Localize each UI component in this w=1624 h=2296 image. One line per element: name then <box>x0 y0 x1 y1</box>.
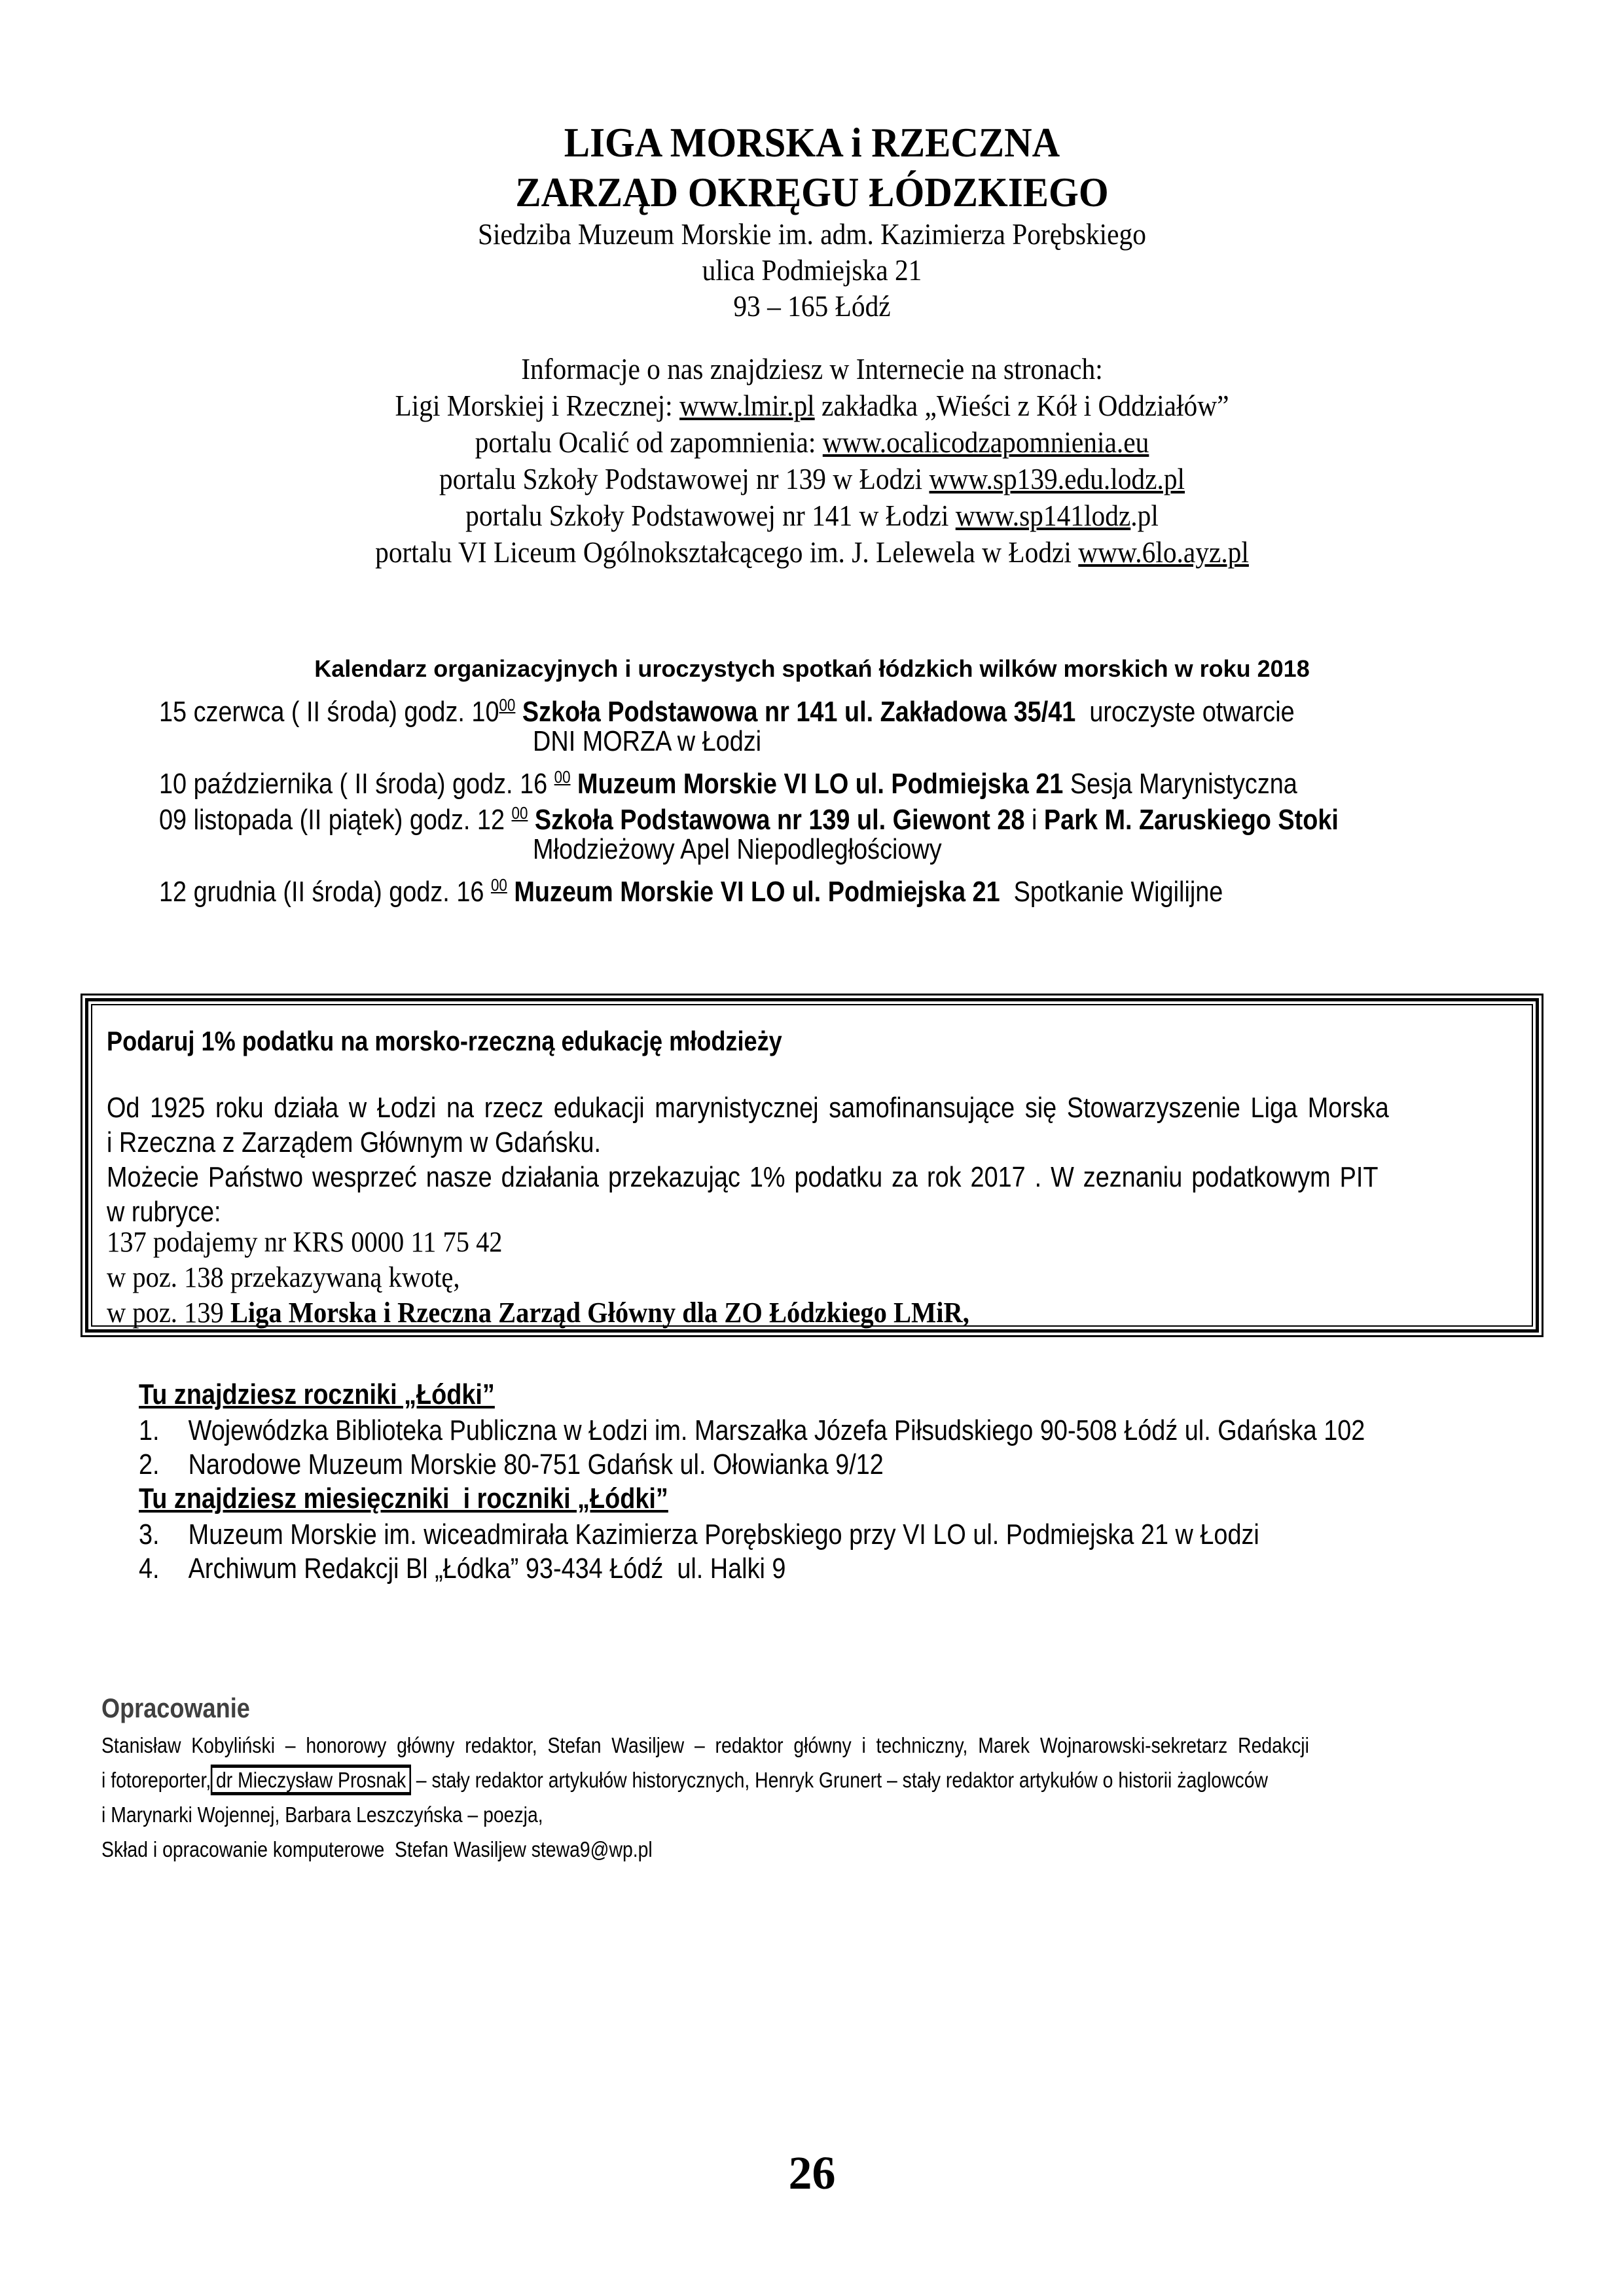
krs-number: 137 podajemy nr KRS 0000 11 75 42 <box>107 1226 503 1258</box>
org-title-line1: LIGA MORSKA i RZECZNA <box>564 119 1060 166</box>
event-place: Muzeum Morskie VI LO ul. Podmiejska 21 <box>507 876 1000 908</box>
internet-links <box>81 351 1543 571</box>
event-desc: Spotkanie Wigilijne <box>1000 876 1223 908</box>
event-minutes: 00 <box>511 803 528 823</box>
list-number: 1. <box>139 1414 160 1446</box>
calendar-event <box>159 687 1566 728</box>
credits-text-after: – stały redaktor artykułów historycznych, Henryk Grunert – stały redaktor artykułów o historii żaglowców <box>410 1768 1269 1792</box>
street-address: ulica Podmiejska 21 <box>702 253 922 287</box>
box-content <box>91 1004 1533 1327</box>
6lo-link[interactable]: www.6lo.ayz.pl <box>1078 535 1249 569</box>
seat-address: Siedziba Muzeum Morskie im. adm. Kazimierza Porębskiego <box>478 217 1146 251</box>
event-minutes: 00 <box>554 767 571 787</box>
target-field <box>107 1295 969 1331</box>
internet-line <box>81 387 1543 424</box>
box-title: Podaruj 1% podatku na morsko-rzeczną edukację młodzieży <box>107 1026 782 1056</box>
event-place-2: Park M. Zaruskiego Stoki <box>1043 804 1339 836</box>
locations-lists <box>139 1378 1365 1586</box>
list-number: 3. <box>139 1518 160 1551</box>
city-address: 93 – 165 Łódź <box>733 289 891 323</box>
box-text-line: w rubryce: <box>107 1196 221 1228</box>
event-date: 09 listopada (II piątek) godz. 12 <box>159 804 512 836</box>
box-text-line: Od 1925 roku działa w Łodzi na rzecz edukacji marynistycznej samofinansujące się Stowarzyszenie Liga Morska <box>107 1092 1389 1124</box>
box-border <box>85 998 1539 1333</box>
list-text: Archiwum Redakcji Bl „Łódka” 93-434 Łódź ul. Halki 9 <box>188 1552 786 1585</box>
link-label: Ligi Morskiej i Rzecznej: <box>395 389 680 422</box>
list-text: Wojewódzka Biblioteka Publiczna w Łodzi im. Marszałka Józefa Piłsudskiego 90-508 Łódź ul. Gdańska 102 <box>188 1414 1365 1446</box>
internet-line <box>81 534 1543 571</box>
sp141-link[interactable]: www.sp141lodz <box>955 499 1131 532</box>
calendar-event <box>159 867 1566 908</box>
highlighted-name: dr Mieczysław Prosnak <box>211 1765 411 1795</box>
amount-field: w poz. 138 przekazywaną kwotę, <box>107 1261 460 1293</box>
page-number: 26 <box>788 2147 836 2199</box>
internet-intro: Informacje o nas znajdziesz w Internecie na stronach: <box>521 352 1103 386</box>
ocalic-link[interactable]: www.ocalicodzapomnienia.eu <box>822 425 1149 459</box>
target-name: Liga Morska i Rzeczna Zarząd Główny dla ZO Łódzkiego LMiR, <box>230 1297 969 1329</box>
box-paragraphs <box>107 1090 1536 1229</box>
link-suffix: zakładka „Wieści z Kół i Oddziałów” <box>814 389 1229 422</box>
event-date: 15 czerwca ( II środa) godz. 10 <box>159 696 499 728</box>
list-number: 4. <box>139 1552 160 1585</box>
internet-line <box>81 461 1543 497</box>
internet-line <box>81 497 1543 534</box>
lmir-link[interactable]: www.lmir.pl <box>679 389 815 422</box>
list-item <box>139 1448 1365 1482</box>
calendar-event <box>159 795 1566 836</box>
calendar-event <box>159 759 1566 800</box>
list-item <box>139 1414 1365 1448</box>
box-text-line: Możecie Państwo wesprzeć nasze działania przekazując 1% podatku za rok 2017 . W zeznaniu podatkowym PIT <box>107 1161 1379 1193</box>
credits-line: i Marynarki Wojennej, Barbara Leszczyńska – poezja, <box>101 1803 543 1827</box>
event-date: 10 października ( II środa) godz. 16 <box>159 768 554 800</box>
event-place: Szkoła Podstawowa nr 141 ul. Zakładowa 35/41 <box>515 696 1076 728</box>
tax-donation-box <box>81 994 1543 1337</box>
box-text-line: i Rzeczna z Zarządem Głównym w Gdańsku. <box>107 1126 601 1158</box>
credits-line <box>101 1763 1531 1797</box>
list-text: Muzeum Morskie im. wiceadmirała Kazimierza Porębskiego przy VI LO ul. Podmiejska 21 w Łodzi <box>188 1518 1259 1551</box>
link-label: portalu Szkoły Podstawowej nr 141 w Łodzi <box>465 499 956 532</box>
target-prefix: w poz. 139 <box>107 1297 230 1329</box>
credits-text-before: i fotoreporter, <box>101 1768 211 1792</box>
credits-line: Skład i opracowanie komputerowe Stefan Wasiljew stewa9@wp.pl <box>101 1837 653 1861</box>
credits-heading: Opracowanie <box>101 1693 250 1723</box>
credits-text <box>101 1728 1531 1867</box>
org-title-line2: ZARZĄD OKRĘGU ŁÓDZKIEGO <box>515 169 1109 215</box>
event-desc: Sesja Marynistyczna <box>1063 768 1297 800</box>
calendar-events <box>159 687 1566 908</box>
link-suffix: .pl <box>1130 499 1159 532</box>
list-item <box>139 1552 1365 1586</box>
event-continuation: Młodzieżowy Apel Niepodległościowy <box>533 833 942 865</box>
list-heading-monthlies: Tu znajdziesz miesięczniki i roczniki „Łódki” <box>139 1482 668 1515</box>
link-label: portalu Ocalić od zapomnienia: <box>475 425 823 459</box>
link-label: portalu Szkoły Podstawowej nr 139 w Łodzi <box>439 462 929 495</box>
event-date: 12 grudnia (II środa) godz. 16 <box>159 876 491 908</box>
list-item <box>139 1518 1365 1552</box>
sp139-link[interactable]: www.sp139.edu.lodz.pl <box>929 462 1185 495</box>
link-label: portalu VI Liceum Ogólnokształcącego im. J. Lelewela w Łodzi <box>375 535 1079 569</box>
event-place: Muzeum Morskie VI LO ul. Podmiejska 21 <box>570 768 1064 800</box>
internet-line <box>81 424 1543 461</box>
event-minutes: 00 <box>490 875 507 895</box>
list-heading-annuals: Tu znajdziesz roczniki „Łódki” <box>139 1378 495 1410</box>
list-text: Narodowe Muzeum Morskie 80-751 Gdańsk ul. Ołowianka 9/12 <box>188 1448 884 1480</box>
credits-line: Stanisław Kobyliński – honorowy główny redaktor, Stefan Wasiljew – redaktor główny i techniczny, Marek Wojnarowski-sekretarz Redakcji <box>101 1733 1309 1757</box>
event-desc: uroczyste otwarcie <box>1075 696 1295 728</box>
event-desc: i <box>1024 804 1044 836</box>
box-instructions <box>107 1225 969 1331</box>
list-number: 2. <box>139 1448 160 1480</box>
event-place: Szkoła Podstawowa nr 139 ul. Giewont 28 <box>528 804 1025 836</box>
calendar-heading: Kalendarz organizacyjnych i uroczystych spotkań łódzkich wilków morskich w roku 2018 <box>314 655 1310 682</box>
event-minutes: 00 <box>499 695 516 715</box>
event-continuation: DNI MORZA w Łodzi <box>533 725 762 757</box>
